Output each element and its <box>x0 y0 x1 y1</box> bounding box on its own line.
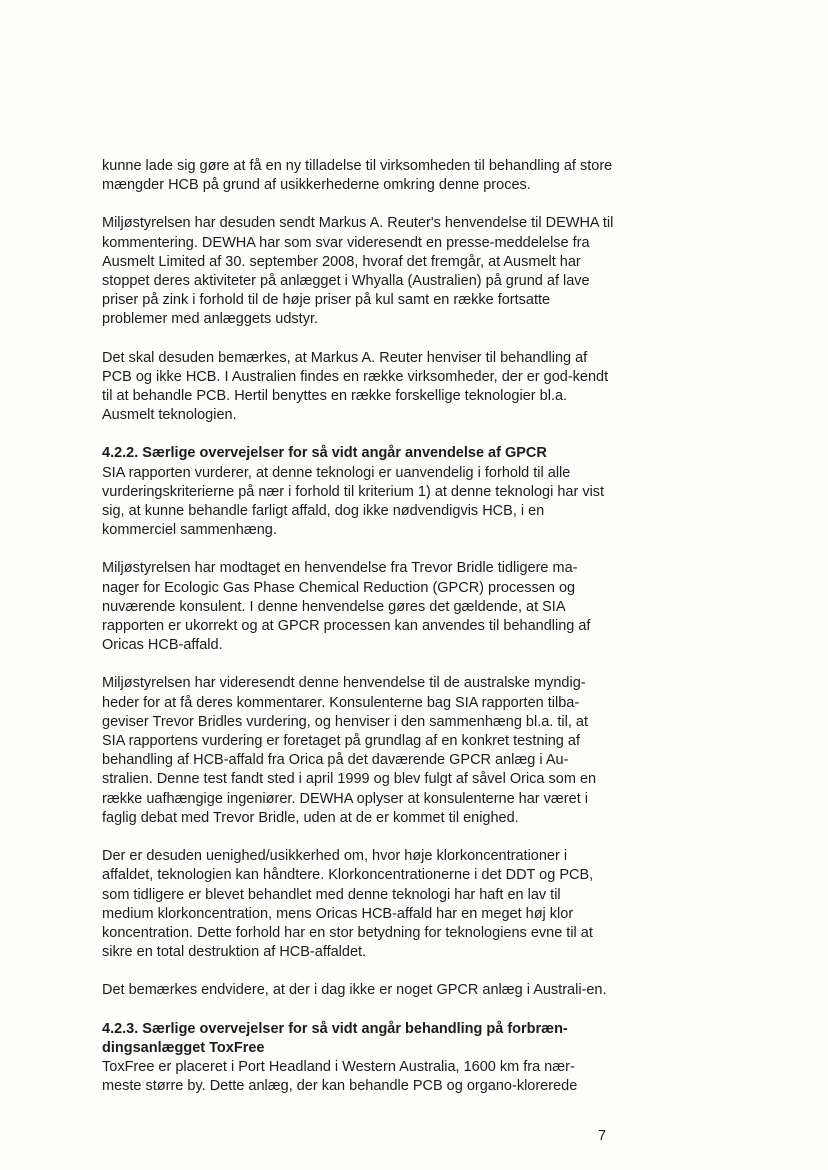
section-heading-4-2-3: 4.2.3. Særlige overvejelser for så vidt angår behandling på forbræn-dingsanlægget ToxFree <box>102 1020 568 1056</box>
paragraph: kunne lade sig gøre at få en ny tilladelse til virksomheden til behandling af store mængder HCB på grund af usikkerhederne omkring denne proces. <box>102 158 613 194</box>
document-body <box>102 157 614 1115</box>
paragraph: Miljøstyrelsen har modtaget en henvendelse fra Trevor Bridle tidligere ma-nager for Ecologic Gas Phase Chemical Reduction (GPCR) processen og nuværende konsulent. I denne henvendelse gøres det gældende, at SIA rapporten er ukorrekt og at GPCR processen kan anvendes til behandling af Oricas HCB-affald. <box>102 560 591 654</box>
paragraph: ToxFree er placeret i Port Headland i Western Australia, 1600 km fra nær-meste større by. Dette anlæg, der kan behandle PCB og organo-klorerede <box>102 1058 578 1095</box>
paragraph: Miljøstyrelsen har videresendt denne henvendelse til de australske myndig-heder for at få deres kommentarer. Konsulenterne bag SIA rapporten tilba-geviser Trevor Bridles vurdering, og henviser i den sammenhæng bl.a. til, at SIA rapportens vurdering er foretaget på grundlag af en konkret testning af behandling af HCB-affald fra Orica på det daværende GPCR anlæg i Au-stralien. Denne test fandt sted i april 1999 og blev fulgt af såvel Orica som en række uafhængige ingeniører. DEWHA oplyser at konsulenterne har været i faglig debat med Trevor Bridle, uden at de er kommet til enighed. <box>102 675 597 826</box>
paragraph: Det skal desuden bemærkes, at Markus A. Reuter henviser til behandling af PCB og ikke HCB. I Australien findes en række virksomheder, der er god-kendt til at behandle PCB. Hertil benyttes en række forskellige teknologier bl.a. Ausmelt teknologien. <box>102 349 609 424</box>
paragraph: Der er desuden uenighed/usikkerhed om, hvor høje klorkoncentrationer i affaldet, teknologien kan håndtere. Klorkoncentrationerne i det DDT og PCB, som tidligere er blevet behandlet med denne teknologi har haft en lav til medium klorkoncentration, mens Oricas HCB-affald har en meget høj klor koncentration. Dette forhold har en stor betydning for teknologiens evne til at sikre en total destruktion af HCB-affaldet. <box>102 848 594 961</box>
paragraph: Det bemærkes endvidere, at der i dag ikke er noget GPCR anlæg i Australi-en. <box>102 982 607 999</box>
paragraph: Miljøstyrelsen har desuden sendt Markus A. Reuter's henvendelse til DEWHA til kommentering. DEWHA har som svar videresendt en presse-meddelelse fra Ausmelt Limited af 30. september 2008, hvoraf det fremgår, at Ausmelt har stoppet deres aktiviteter på anlægget i Whyalla (Australien) på grund af lave priser på zink i forhold til de høje priser på kul samt en række fortsatte problemer med anlæggets udstyr. <box>102 215 614 328</box>
section-heading-4-2-2: 4.2.2. Særlige overvejelser for så vidt angår anvendelse af GPCR <box>102 445 547 462</box>
page-number: 7 <box>598 1128 607 1144</box>
paragraph: SIA rapporten vurderer, at denne teknologi er uanvendelig i forhold til alle vurderingskriterierne på nær i forhold til kriterium 1) at denne teknologi har vist sig, at kunne behandle farligt affald, dog ikke nødvendigvis HCB, i en kommerciel sammenhæng. <box>102 464 605 539</box>
